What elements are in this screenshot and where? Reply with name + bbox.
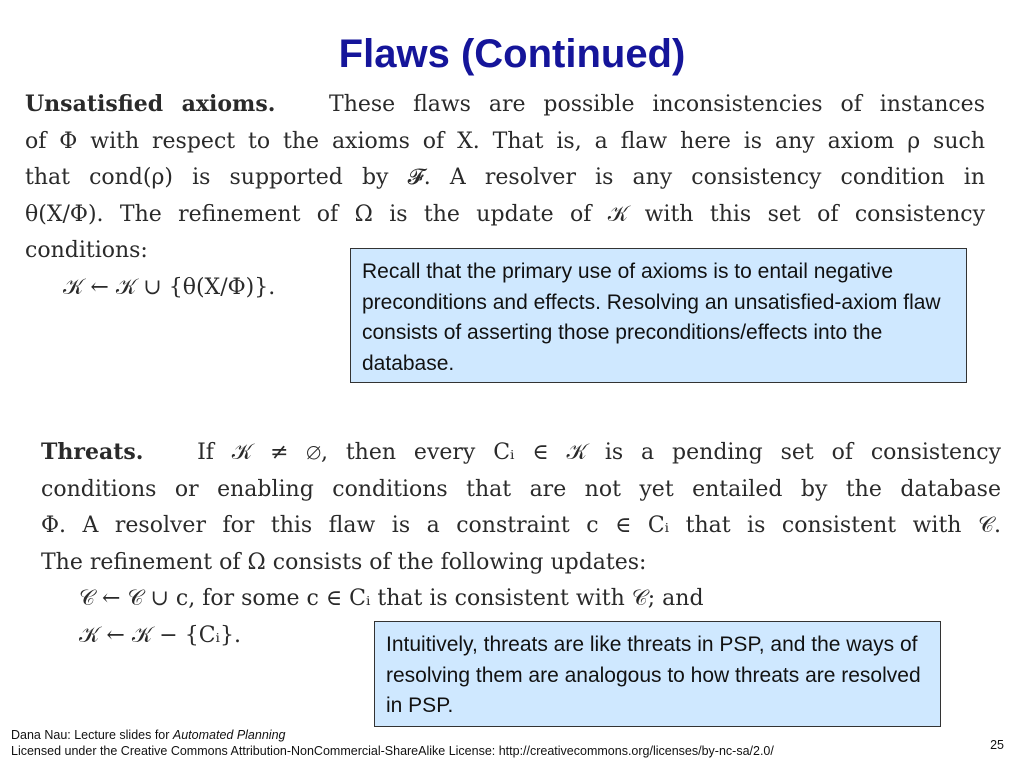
footer-prefix: Dana Nau: Lecture slides for — [11, 728, 173, 742]
footer-license: Licensed under the Creative Commons Attribution-NonCommercial-ShareAlike License: http://creativecommons.org/licenses/by-nc-sa/2.0/ — [11, 744, 774, 758]
threats-line-1 — [41, 434, 1001, 472]
axioms-line-3: that cond(ρ) is supported by 𝓕. A resolver is any consistency condition in — [25, 165, 985, 190]
threats-callout: Intuitively, threats are like threats in PSP, and the ways of resolving them are analogous to how threats are resolved in PSP. — [374, 621, 941, 727]
axioms-line-1 — [25, 86, 985, 124]
footer — [11, 727, 774, 759]
threats-heading: Threats. — [41, 439, 144, 465]
threats-line-3: Φ. A resolver for this flaw is a constraint c ∈ Cᵢ that is consistent with 𝒞. — [41, 513, 1001, 538]
page-number: 25 — [990, 738, 1004, 752]
footer-book-title: Automated Planning — [172, 728, 286, 742]
threats-line-2: conditions or enabling conditions that are not yet entailed by the database — [41, 476, 1001, 502]
axioms-line-5: conditions: — [25, 238, 148, 263]
axioms-line-1-text: These flaws are possible inconsistencies of instances — [329, 92, 985, 117]
axioms-line-4: θ(X/Φ). The refinement of Ω is the update of 𝒦 with this set of consistency — [25, 201, 985, 227]
threats-line-4: The refinement of Ω consists of the following updates: — [41, 549, 647, 575]
threats-formula-1: 𝒞 ← 𝒞 ∪ c, for some c ∈ Cᵢ that is consistent with 𝒞; and — [79, 586, 704, 611]
slide-title: Flaws (Continued) — [338, 32, 686, 76]
axioms-line-2: of Φ with respect to the axioms of X. That is, a flaw here is any axiom ρ such — [25, 128, 985, 154]
threats-line-1-text: If 𝒦 ≠ ∅, then every Cᵢ ∈ 𝒦 is a pending set of consistency — [197, 440, 1001, 465]
axioms-callout: Recall that the primary use of axioms is to entail negative preconditions and effects. Resolving an unsatisfied-axiom flaw consists of asserting those preconditions/effects into the database. — [350, 248, 967, 383]
footer-credit — [11, 727, 774, 743]
axioms-formula: 𝒦 ← 𝒦 ∪ {θ(X/Φ)}. — [63, 274, 276, 300]
axioms-heading: Unsatisfied axioms. — [25, 91, 276, 117]
threats-formula-2: 𝒦 ← 𝒦 − {Cᵢ}. — [79, 622, 241, 648]
